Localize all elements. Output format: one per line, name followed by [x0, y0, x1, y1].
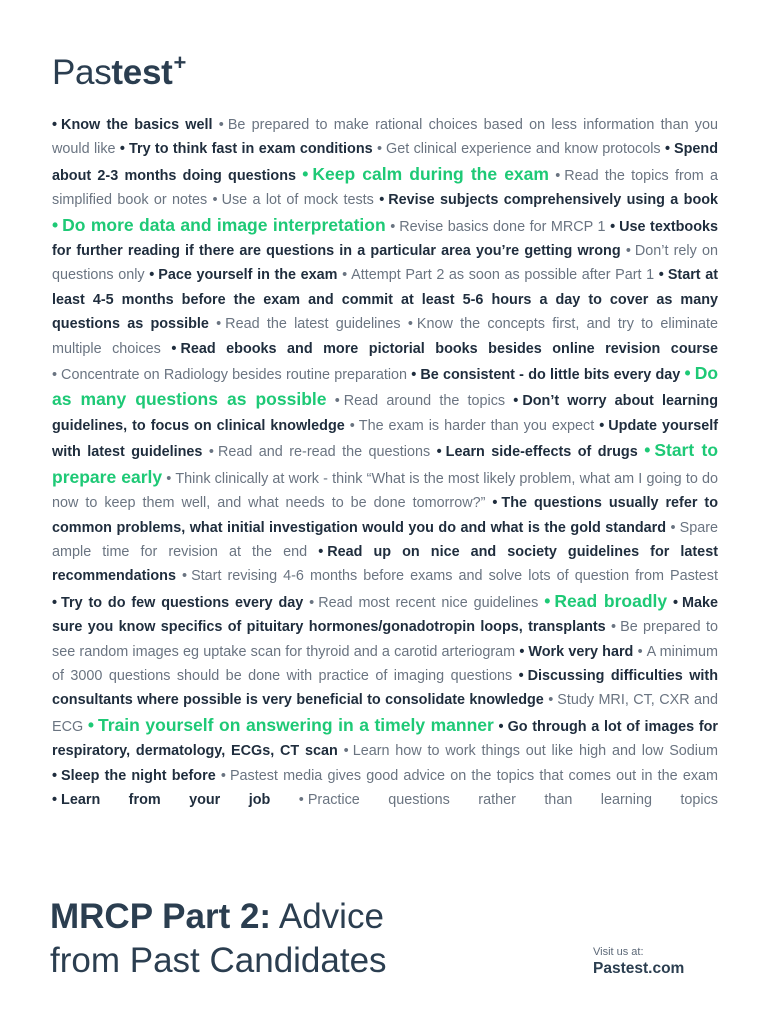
advice-text: Think clinically at work - think “What is the most likely problem, what am I going to do now to keep them well, and what needs to be done tomorrow?” — [52, 470, 719, 512]
bullet-icon: • — [349, 417, 355, 434]
advice-text: Start to prepare early — [52, 440, 719, 487]
advice-item — [209, 444, 430, 460]
advice-text: Try to think fast in exam conditions — [128, 141, 373, 158]
advice-text: Know the concepts first, and try to eliminate multiple choices — [52, 316, 719, 357]
bullet-icon: • — [436, 444, 442, 461]
advice-item — [302, 163, 549, 184]
advice-text: Be consistent - do little bits every day — [420, 367, 681, 384]
advice-text: Work very hard — [528, 643, 634, 660]
bullet-icon: • — [411, 367, 417, 384]
bullet-icon: • — [52, 117, 58, 133]
bullet-icon: • — [52, 594, 58, 611]
advice-text: Make sure you know specifics of pituitary hormones/gonadotropin loops, transplants — [52, 594, 719, 636]
advice-item — [344, 743, 718, 759]
bullet-icon: • — [298, 791, 304, 808]
bullet-icon: • — [611, 619, 617, 636]
advice-text: Pastest media gives good advice on the topics that comes out in the exam — [229, 767, 719, 784]
advice-text: Know the basics well — [61, 117, 213, 133]
advice-text: Revise basics done for MRCP 1 — [399, 218, 606, 235]
bullet-icon: • — [376, 141, 383, 158]
title-line2: from Past Candidates — [50, 941, 387, 980]
bullet-icon: • — [610, 218, 616, 235]
advice-text: Start revising 4-6 months before exams and solve lots of question from Pastest — [191, 568, 718, 585]
bullet-icon: • — [52, 367, 58, 384]
advice-item — [221, 768, 718, 784]
advice-item — [437, 444, 638, 460]
bullet-icon: • — [218, 117, 224, 133]
bullet-icon: • — [302, 163, 309, 184]
advice-text: The questions usually refer to common problems, what initial investigation would you do and what is the gold standard — [52, 495, 718, 536]
advice-text: Don’t worry about learning guidelines, to focus on clinical knowledge — [52, 393, 718, 434]
bullet-icon: • — [166, 470, 172, 487]
advice-item — [299, 792, 718, 808]
website-link[interactable]: Pastest.com — [593, 960, 685, 977]
advice-list — [52, 113, 718, 812]
advice-text: Be prepared to make rational choices based on less information than you would like — [52, 117, 719, 158]
bullet-icon: • — [390, 218, 396, 235]
bullet-icon: • — [334, 393, 340, 410]
bullet-icon: • — [684, 363, 691, 384]
bullet-icon: • — [518, 667, 524, 684]
advice-item — [350, 418, 595, 434]
bullet-icon: • — [216, 316, 222, 333]
advice-item — [519, 644, 633, 660]
advice-text: Go through a lot of images for respiratory, dermatology, ECGs, CT scan — [52, 718, 719, 760]
advice-item — [149, 267, 337, 283]
advice-item — [411, 367, 680, 383]
title-line1: Advice — [278, 897, 384, 936]
advice-text: Spare ample time for revision at the end — [52, 519, 718, 560]
advice-text: Get clinical experience and know protocols — [386, 141, 661, 158]
bullet-icon: • — [492, 495, 498, 512]
bullet-icon: • — [379, 192, 385, 209]
bullet-icon: • — [544, 590, 551, 611]
advice-text: Do as many questions as possible — [52, 363, 719, 410]
advice-text: Learn from your job — [61, 791, 271, 808]
advice-text: Use textbooks for further reading if there are questions in a particular area you’re getting wrong — [52, 218, 719, 260]
advice-item — [171, 341, 718, 357]
advice-item — [390, 219, 605, 235]
bullet-icon: • — [212, 192, 218, 209]
visit-label: Visit us at: — [593, 946, 644, 958]
bullet-icon: • — [52, 767, 58, 784]
advice-text: Attempt Part 2 as soon as possible after Part 1 — [351, 267, 655, 284]
bullet-icon: • — [658, 267, 664, 284]
advice-item — [213, 192, 374, 208]
advice-text: Learn side-effects of drugs — [445, 444, 638, 461]
advice-text: Don’t rely on questions only — [52, 243, 718, 284]
bullet-icon: • — [119, 141, 125, 158]
bullet-icon: • — [498, 718, 504, 735]
bullet-icon: • — [87, 714, 95, 735]
advice-text: The exam is harder than you expect — [358, 417, 595, 434]
bullet-icon: • — [318, 543, 324, 560]
bullet-icon: • — [548, 692, 554, 709]
plus-icon: + — [173, 50, 187, 75]
advice-text: Discussing difficulties with consultants where possible is very beneficial to consolidate knowledge — [52, 667, 718, 709]
bullet-icon: • — [513, 393, 519, 410]
advice-item — [182, 568, 718, 584]
advice-text: Concentrate on Radiology besides routine preparation — [61, 367, 408, 384]
bullet-icon: • — [182, 568, 188, 585]
advice-item — [52, 214, 386, 235]
bullet-icon: • — [625, 243, 631, 260]
advice-item — [52, 367, 407, 383]
bullet-icon: • — [52, 214, 59, 235]
advice-item — [216, 316, 400, 332]
bullet-icon: • — [644, 440, 651, 461]
advice-text: Use a lot of mock tests — [221, 192, 374, 209]
advice-item — [377, 141, 661, 157]
advice-item — [52, 117, 213, 133]
advice-text: Read the topics from a simplified book or notes — [52, 167, 719, 209]
title-bold: MRCP Part 2: — [50, 897, 272, 936]
bullet-icon: • — [220, 767, 226, 784]
advice-item — [52, 595, 303, 611]
page-title — [50, 895, 387, 983]
advice-text: Read the latest guidelines — [225, 316, 401, 333]
advice-item — [87, 714, 494, 735]
advice-item — [342, 267, 654, 283]
advice-text: Revise subjects comprehensively using a book — [388, 192, 719, 209]
advice-text: Practice questions rather than learning topics — [307, 791, 719, 808]
advice-text: Keep calm during the exam — [312, 163, 549, 184]
advice-text: Start at least 4-5 months before the exam and commit at least 5-6 hours a day to cover as many questions as possible — [52, 267, 718, 333]
advice-item — [52, 768, 216, 784]
bullet-icon: • — [664, 141, 671, 158]
advice-text: Read around the topics — [343, 393, 506, 410]
advice-text: Pace yourself in the exam — [158, 267, 338, 284]
advice-text: Sleep the night before — [61, 767, 216, 784]
bullet-icon: • — [343, 743, 349, 760]
bullet-icon: • — [599, 417, 605, 434]
bullet-icon: • — [555, 167, 561, 184]
bullet-icon: • — [52, 791, 58, 808]
bullet-icon: • — [407, 316, 413, 333]
advice-item — [335, 393, 505, 409]
advice-text: Read most recent nice guidelines — [318, 594, 539, 611]
bullet-icon: • — [171, 340, 177, 357]
advice-text: Learn how to work things out like high and low Sodium — [352, 743, 718, 760]
advice-item — [309, 595, 538, 611]
bullet-icon: • — [309, 594, 315, 611]
bullet-icon: • — [672, 594, 679, 611]
bullet-icon: • — [670, 519, 676, 536]
advice-text: Train yourself on answering in a timely manner — [98, 714, 494, 735]
bullet-icon: • — [637, 643, 643, 660]
bullet-icon: • — [342, 267, 348, 284]
advice-text: Read broadly — [554, 590, 668, 611]
advice-item — [379, 192, 718, 208]
advice-text: Update yourself with latest guidelines — [52, 417, 718, 461]
bullet-icon: • — [149, 267, 155, 284]
advice-text: Be prepared to see random images eg uptake scan for thyroid and a carotid arteriogram — [52, 619, 718, 660]
advice-item — [120, 141, 373, 157]
advice-text: Read and re-read the questions — [217, 444, 431, 461]
bullet-icon: • — [519, 643, 525, 660]
advice-item — [52, 792, 270, 808]
advice-item — [544, 590, 668, 611]
advice-text: Read up on nice and society guidelines for latest recommendations — [52, 543, 718, 585]
advice-text: Study MRI, CT, CXR and ECG — [52, 692, 718, 735]
advice-text: Do more data and image interpretation — [62, 214, 386, 235]
advice-text: Read ebooks and more pictorial books besides online revision course — [180, 340, 719, 357]
advice-text: Try to do few questions every day — [61, 594, 304, 611]
bullet-icon: • — [208, 444, 214, 461]
pastest-logo: Pastest+ — [52, 50, 187, 92]
advice-text: Spend about 2-3 months doing questions — [52, 141, 718, 184]
advice-text: A minimum of 3000 questions should be done with practice of imaging questions — [52, 643, 719, 684]
